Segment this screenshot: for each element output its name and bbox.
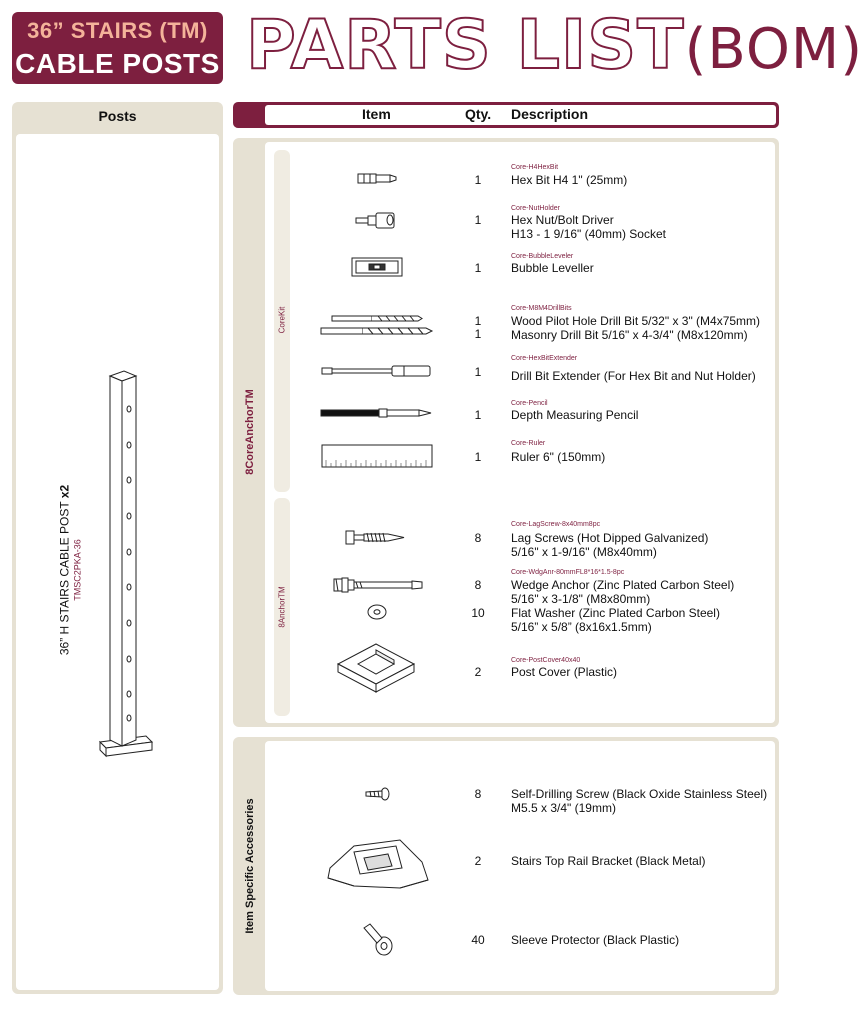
bubble-level-icon	[350, 256, 404, 278]
table-header	[233, 102, 779, 128]
sleeve-protector-icon	[360, 922, 396, 960]
subgroup-anchor-label: 8AnchorTM	[277, 586, 287, 628]
item-code: Core-NutHolder	[511, 205, 561, 212]
column-qty: Qty.	[465, 106, 492, 122]
title-badge	[12, 12, 223, 84]
item-description: Lag Screws (Hot Dipped Galvanized) 5/16" x 1-9/16" (M8x40mm)	[511, 531, 709, 559]
item-description: Post Cover (Plastic)	[511, 665, 618, 679]
ruler-icon	[320, 443, 434, 469]
post-cover-icon	[336, 640, 418, 700]
posts-panel	[12, 130, 223, 994]
column-item: Item	[362, 106, 391, 122]
group-core-anchor-label: 8CoreAnchorTM	[244, 389, 256, 475]
item-description: Depth Measuring Pencil	[511, 408, 639, 422]
item-description: Sleeve Protector (Black Plastic)	[511, 933, 680, 947]
wedge-anchor-icon	[328, 574, 426, 622]
item-description: Self-Drilling Screw (Black Oxide Stainless Steel) M5.5 x 3/4" (19mm)	[511, 787, 768, 815]
item-code: Core-M8M4DrillBits	[511, 305, 572, 312]
badge-line2: CABLE POSTS	[15, 48, 220, 79]
item-code: Core-PostCover40x40	[511, 657, 581, 664]
post-quantity: x2	[57, 484, 72, 499]
item-code: Core-WdgAnr-80mmFL8*16*1.5-8pc	[511, 569, 625, 576]
hex-bit-icon	[352, 170, 402, 188]
item-description: Ruler 6" (150mm)	[511, 450, 606, 464]
subgroup-corekit-label: CoreKit	[277, 306, 287, 334]
item-qty: 1	[474, 213, 482, 227]
post-label	[58, 485, 83, 655]
item-description: Stairs Top Rail Bracket (Black Metal)	[511, 854, 706, 868]
lag-screw-icon	[344, 528, 410, 548]
self-drilling-screw-icon	[362, 786, 392, 802]
item-qty: 8	[474, 531, 482, 545]
item-qty: 1	[474, 261, 482, 275]
item-qty-secondary: 1	[474, 327, 482, 341]
posts-heading: Posts	[12, 102, 223, 130]
item-code: Core-BubbleLeveler	[511, 253, 574, 260]
posts-panel-inner	[16, 134, 219, 990]
group-accessories-label: Item Specific Accessories	[244, 798, 256, 934]
item-description: Bubble Leveller	[511, 261, 594, 275]
post-name: 36” H STAIRS CABLE POST x2	[57, 484, 72, 656]
item-code: Core-Pencil	[511, 400, 548, 407]
item-description: Wedge Anchor (Zinc Plated Carbon Steel) 5/16" x 3-1/8" (M8x80mm) Flat Washer (Zinc Plated Carbon Steel) 5/16” x 5/8” (8x16x1.5mm)	[511, 578, 735, 634]
column-description: Description	[511, 106, 589, 122]
item-qty: 1	[474, 450, 482, 464]
pencil-icon	[319, 406, 435, 420]
item-description: Hex Nut/Bolt Driver H13 - 1 9/16" (40mm) Socket	[511, 213, 666, 241]
cable-post-icon	[16, 134, 219, 990]
page-title: PARTS LIST(BOM)	[246, 6, 863, 85]
bit-extender-icon	[320, 364, 434, 378]
item-code: Core-H4HexBit	[511, 164, 559, 171]
item-code: Core-Ruler	[511, 440, 546, 447]
item-qty: 1	[474, 314, 482, 328]
rail-bracket-icon	[324, 838, 432, 892]
item-description: Wood Pilot Hole Drill Bit 5/32" x 3" (M4x75mm) Masonry Drill Bit 5/16" x 4-3/4" (M8x120mm)	[511, 314, 761, 342]
item-qty: 8	[474, 787, 482, 801]
item-qty: 2	[474, 665, 482, 679]
post-code: TMSC2PKA-36	[72, 539, 83, 601]
item-qty-secondary: 10	[471, 606, 485, 620]
item-qty: 40	[471, 933, 485, 947]
item-code: Core-HexBitExtender	[511, 355, 578, 362]
item-qty: 1	[474, 365, 482, 379]
item-qty: 1	[474, 173, 482, 187]
item-code: Core-LagScrew-8x40mm8pc	[511, 521, 601, 528]
item-qty: 8	[474, 578, 482, 592]
page-title-suffix: (BOM)	[684, 17, 863, 82]
item-qty: 1	[474, 408, 482, 422]
item-description: Drill Bit Extender (For Hex Bit and Nut Holder)	[511, 369, 756, 383]
item-description: Hex Bit H4 1" (25mm)	[511, 173, 628, 187]
nut-driver-icon	[352, 210, 402, 232]
badge-line1: 36” STAIRS (TM)	[27, 18, 208, 43]
group-core-anchor	[233, 138, 779, 727]
drill-bits-icon	[318, 313, 436, 339]
item-qty: 2	[474, 854, 482, 868]
